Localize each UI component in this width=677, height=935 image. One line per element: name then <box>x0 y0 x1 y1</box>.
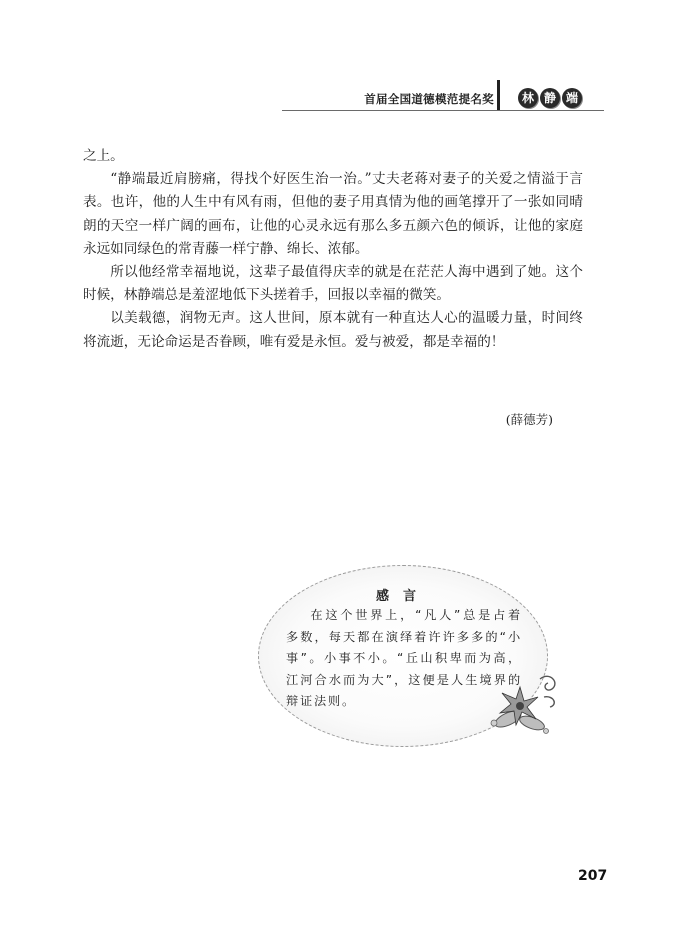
chapter-name-badges <box>518 88 582 108</box>
header-rule <box>282 110 604 111</box>
name-badge-1: 林 <box>518 88 538 108</box>
header-divider-bar <box>497 80 500 111</box>
author-credit: (薛德芳) <box>505 412 553 427</box>
afterword-title: 感言 <box>375 589 430 604</box>
paragraph: 以美载德，润物无声。这人世间，原本就有一种直达人心的温暖力量，时间终将流逝，无论命运是否眷顾，唯有爱是永恒。爱与被爱，都是幸福的！ <box>83 310 583 350</box>
afterword-paragraph: 在这个世界上，“凡人”总是占着多数，每天都在演绎着许许多多的“小事”。小事不小。“丘山积卑而为高，江河合水而为大”，这便是人生境界的辩证法则。 <box>286 608 522 708</box>
name-badge-3: 端 <box>562 88 582 108</box>
paragraph: 所以他经常幸福地说，这辈子最值得庆幸的就是在茫茫人海中遇到了她。这个时候，林静端总是羞涩地低下头搓着手，回报以幸福的微笑。 <box>83 264 583 304</box>
flower-decoration-icon <box>480 661 562 741</box>
article-body <box>83 145 583 354</box>
series-title: 首届全国道德模范提名奖 <box>364 92 494 106</box>
paragraph: “静端最近肩膀痛，得找个好医生治一治。”丈夫老蒋对妻子的关爱之情溢于言表。也许，他的人生中有风有雨，但他的妻子用真情为他的画笔撑开了一张如同晴朗的天空一样广阔的画布，让他的心灵永远有那么多五颜六色的倾诉，让他的家庭永远如同绿色的常青藤一样宁静、绵长、浓郁。 <box>83 171 583 257</box>
name-badge-2: 静 <box>540 88 560 108</box>
afterword-box <box>258 565 558 755</box>
page-number: 207 <box>578 868 608 884</box>
paragraph-continuation: 之上。 <box>83 148 124 164</box>
